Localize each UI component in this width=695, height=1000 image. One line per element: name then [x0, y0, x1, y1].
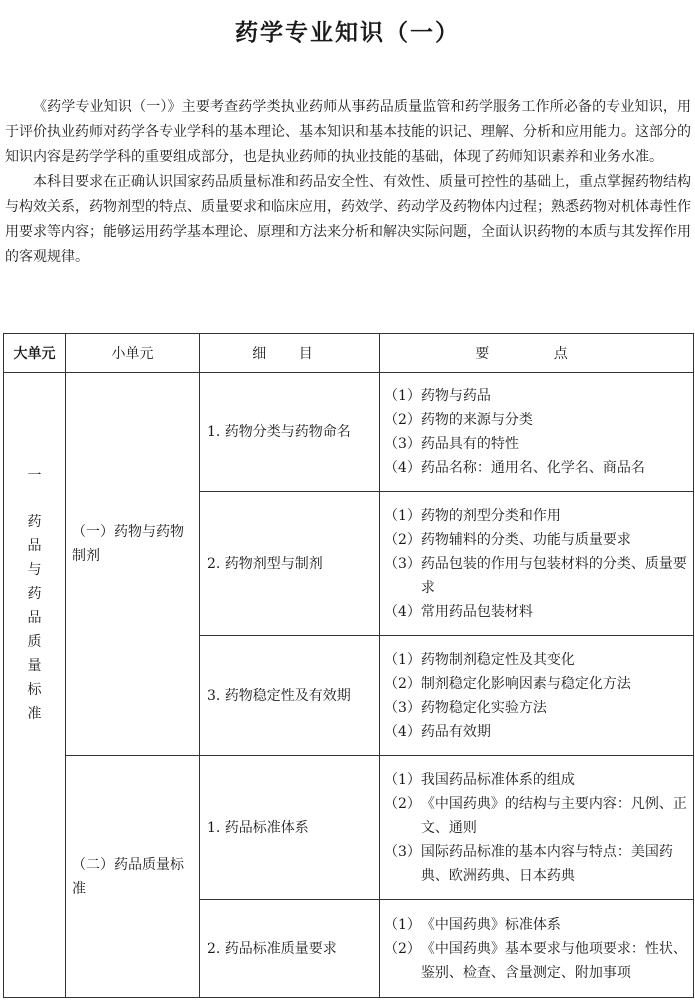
- point-item: （3） 国际药品标准的基本内容与特点：美国药典、欧洲药典、日本药典: [384, 843, 673, 884]
- big-unit-cell: [4, 373, 66, 998]
- page-title: 药学专业知识（一）: [235, 20, 460, 46]
- points-cell: [380, 492, 694, 636]
- point-item: （3） 药品包装的作用与包装材料的分类、质量要求: [384, 555, 687, 596]
- header-big-unit: 大单元: [4, 334, 66, 373]
- points-cell: [380, 636, 694, 756]
- points-cell: [380, 373, 694, 492]
- intro-section: [5, 95, 691, 270]
- point-item: （2） 《中国药典》的结构与主要内容：凡例、正文、通则: [384, 795, 687, 836]
- points-cell: [380, 900, 694, 998]
- item-cell: 3. 药物稳定性及有效期: [200, 636, 380, 756]
- big-unit-char: 药: [27, 514, 42, 530]
- big-unit-char: 准: [27, 706, 42, 722]
- point-item: （3） 药品具有的特性: [384, 436, 519, 452]
- big-unit-char: 一: [27, 468, 42, 484]
- big-unit-char: 品: [27, 538, 42, 554]
- big-unit-char: 质: [27, 634, 42, 650]
- small-unit-cell: （二）药品质量标准: [66, 756, 200, 998]
- point-item: （2） 《中国药典》基本要求与他项要求：性状、鉴别、检查、含量测定、附加事项: [384, 940, 687, 981]
- point-item: （4） 药品有效期: [384, 723, 491, 740]
- points-cell: [380, 756, 694, 900]
- big-unit-char: 品: [27, 610, 42, 626]
- big-unit-char: 标: [27, 682, 42, 698]
- intro-paragraph: 本科目要求在正确认识国家药品质量标准和药品安全性、有效性、质量可控性的基础上，重点掌握药物结构与构效关系，药物剂型的特点、质量要求和临床应用，药效学、药动学及药物体内过程；熟悉药物对机体毒性作用要求等内容；能够运用药学基本理论、原理和方法来分析和解决实际问题，全面认识药物的本质与其发挥作用的客观规律。: [5, 174, 691, 265]
- item-cell: 2. 药品标准质量要求: [200, 900, 380, 998]
- point-item: （1） 药物的剂型分类和作用: [384, 507, 561, 524]
- point-item: （3） 药物稳定化实验方法: [384, 699, 547, 716]
- intro-paragraph: 《药学专业知识（一）》主要考查药学类执业药师从事药品质量监管和药学服务工作所必备的专业知识，用于评价执业药师对药学各专业学科的基本理论、基本知识和基本技能的识记、理解、分析和应用能力。这部分的知识内容是药学学科的重要组成部分，也是执业药师的执业技能的基础，体现了药师知识素养和业务水准。: [5, 99, 691, 165]
- item-cell: 1. 药物分类与药物命名: [200, 373, 380, 492]
- point-item: （1） 药物与药品: [384, 388, 491, 404]
- point-item: （4） 常用药品包装材料: [384, 603, 533, 620]
- big-unit-char: 与: [27, 562, 42, 578]
- syllabus-table: [3, 333, 694, 998]
- point-item: （1） 我国药品标准体系的组成: [384, 771, 575, 788]
- point-item: （2） 药物辅料的分类、功能与质量要求: [384, 531, 631, 548]
- item-cell: 1. 药品标准体系: [200, 756, 380, 900]
- header-small-unit: 小单元: [66, 334, 200, 373]
- point-item: （1） 《中国药典》标准体系: [384, 916, 561, 933]
- point-item: （2） 药物的来源与分类: [384, 412, 533, 428]
- header-item: 细 目: [200, 334, 380, 373]
- table-row: [4, 373, 694, 492]
- item-cell: 2. 药物剂型与制剂: [200, 492, 380, 636]
- table-header-row: [4, 334, 694, 373]
- table-row: [4, 756, 694, 900]
- big-unit-char: 药: [27, 586, 42, 602]
- big-unit-char: 量: [27, 658, 42, 674]
- point-item: （4） 药品名称：通用名、化学名、商品名: [384, 460, 645, 476]
- point-item: （1） 药物制剂稳定性及其变化: [384, 651, 575, 668]
- header-points: 要 点: [380, 334, 694, 373]
- point-item: （2） 制剂稳定化影响因素与稳定化方法: [384, 675, 631, 692]
- small-unit-cell: （一）药物与药物制剂: [66, 373, 200, 756]
